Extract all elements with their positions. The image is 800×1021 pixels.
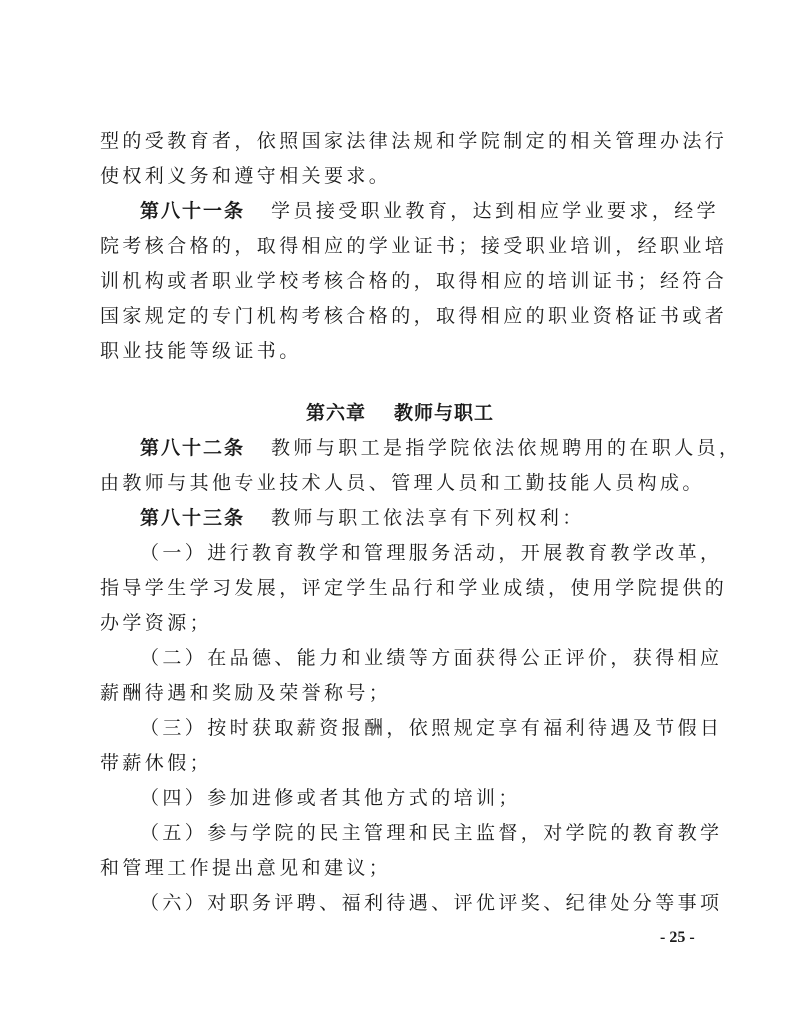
paragraph-line: 训机构或者职业学校考核合格的，取得相应的培训证书；经符合 bbox=[100, 270, 728, 292]
paragraph-text: 教师与职工是指学院依法依规聘用的在职人员， bbox=[271, 437, 742, 459]
paragraph-line: 带薪休假； bbox=[100, 752, 213, 774]
paragraph-text: 教师与职工依法享有下列权利： bbox=[271, 507, 585, 529]
article-81-line bbox=[140, 198, 720, 224]
article-83-line bbox=[140, 505, 700, 531]
list-item-line: （四）参加进修或者其他方式的培训； bbox=[140, 787, 521, 809]
paragraph-line: 由教师与其他专业技术人员、管理人员和工勤技能人员构成。 bbox=[100, 472, 705, 494]
paragraph-line: 院考核合格的，取得相应的学业证书；接受职业培训，经职业培 bbox=[100, 235, 728, 257]
paragraph-line: 使权利义务和遵守相关要求。 bbox=[100, 165, 392, 187]
chapter-heading bbox=[0, 400, 800, 426]
list-item-line: （一）进行教育教学和管理服务活动，开展教育教学改革， bbox=[140, 542, 723, 564]
chapter-number: 第六章 bbox=[305, 402, 366, 424]
article-81-label: 第八十一条 bbox=[140, 200, 246, 222]
list-item-line: （五）参与学院的民主管理和民主监督，对学院的教育教学 bbox=[140, 822, 723, 844]
article-82-label: 第八十二条 bbox=[140, 437, 246, 459]
paragraph-text: 学员接受职业教育，达到相应学业要求，经学 bbox=[271, 200, 720, 222]
paragraph-line: 国家规定的专门机构考核合格的，取得相应的职业资格证书或者 bbox=[100, 305, 728, 327]
paragraph-line: 指导学生学习发展，评定学生品行和学业成绩，使用学院提供的 bbox=[100, 577, 728, 599]
paragraph-line: 薪酬待遇和奖励及荣誉称号； bbox=[100, 682, 392, 704]
list-item-line: （六）对职务评聘、福利待遇、评优评奖、纪律处分等事项 bbox=[140, 892, 723, 914]
article-83-label: 第八十三条 bbox=[140, 507, 246, 529]
list-item-line: （二）在品德、能力和业绩等方面获得公正评价，获得相应 bbox=[140, 647, 723, 669]
paragraph-line: 办学资源； bbox=[100, 612, 213, 634]
page-number: - 25 - bbox=[660, 929, 695, 946]
paragraph-line: 型的受教育者，依照国家法律法规和学院制定的相关管理办法行 bbox=[100, 130, 728, 152]
chapter-title: 教师与职工 bbox=[394, 402, 495, 424]
paragraph-line: 职业技能等级证书。 bbox=[100, 340, 302, 362]
article-82-line bbox=[140, 435, 742, 461]
paragraph-line: 和管理工作提出意见和建议； bbox=[100, 857, 392, 879]
list-item-line: （三）按时获取薪资报酬，依照规定享有福利待遇及节假日 bbox=[140, 717, 723, 739]
